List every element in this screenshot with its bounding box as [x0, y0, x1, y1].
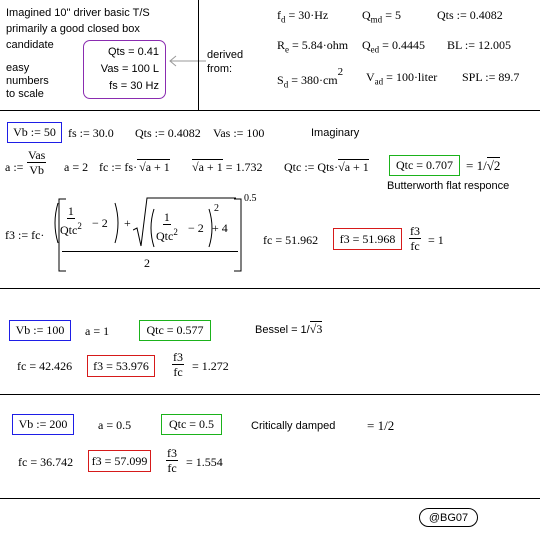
one-over-qtc2-inner: 1 Qtc$^2$: [156, 210, 178, 243]
param-re: $R_e = 5.84\cdot ohm$: [277, 38, 349, 55]
bessel-label: Bessel = 1/√3: [255, 322, 323, 336]
critically-damped-label: Critically damped: [251, 420, 336, 432]
qtc-0707-box: Qtc = 0.707: [389, 155, 460, 176]
param-fd: $f_d = 30\cdot Hz$: [277, 8, 329, 25]
a-definition: a :=: [5, 160, 24, 174]
denominator-two: 2: [144, 256, 150, 270]
left-paren: [52, 202, 60, 244]
a-value: a = 2: [64, 160, 89, 174]
easy-numbers-note: easy numbers to scale: [6, 62, 49, 100]
vas-value: Vas := 100: [213, 126, 265, 140]
ratio-value-1554: = 1.554: [186, 455, 223, 469]
divider: [0, 394, 540, 395]
param-spl: SPL := 89.7: [462, 70, 520, 84]
a-value: a = 1: [85, 324, 110, 338]
minus-two-inner: − 2: [188, 221, 204, 235]
one-over-qtc2: 1 Qtc$^2$: [60, 204, 82, 237]
qts-value: Qts := 0.4082: [135, 126, 201, 140]
fs-value: fs := 30.0: [68, 126, 114, 140]
qtc-equals-inverse-sqrt2: = 1/√2: [466, 158, 501, 173]
header-divider: [198, 0, 199, 110]
exponent: 0.5: [244, 193, 257, 204]
divider: [0, 288, 540, 289]
param-qts: Qts := 0.4082: [437, 8, 503, 22]
main-fraction-bar: [62, 251, 238, 252]
f3-over-fc: $\frac{f3}{fc}$: [410, 224, 420, 253]
right-paren: [113, 202, 121, 244]
qtc-0577-box: Qtc = 0.577: [139, 320, 211, 341]
author-badge: @BG07: [419, 508, 478, 527]
param-bl: BL := 12.005: [447, 38, 511, 52]
divider: [0, 498, 540, 499]
ratio-value-1272: = 1.272: [192, 359, 229, 373]
vas-over-vb: Vas Vb: [28, 148, 46, 177]
divider: [0, 110, 540, 111]
sqrt-a-plus-1: √a + 1 = 1.732: [192, 160, 263, 174]
critically-damped-value: = 1/2: [367, 418, 395, 433]
param-qed: $Q_{ed} = 0.4445$: [362, 38, 425, 55]
plus-sign: +: [124, 216, 131, 230]
param-vad: $V_{ad}$ = 100·liter: [366, 70, 438, 87]
butterworth-label: Butterworth flat responce: [387, 180, 510, 192]
f3-over-fc: $\frac{f3}{fc}$: [173, 350, 183, 379]
vb-100-box: Vb := 100: [9, 320, 71, 341]
left-paren-inner: [148, 208, 156, 248]
f3-57099-box: f3 = 57.099: [88, 450, 151, 472]
f3-over-fc: $\frac{f3}{fc}$: [167, 446, 177, 475]
f3-53976-box: f3 = 53.976: [87, 355, 155, 377]
square-exponent: 2: [214, 203, 219, 214]
fc-result-42426: fc = 42.426: [17, 359, 73, 373]
minus-two: − 2: [92, 216, 108, 230]
fc-definition: fc := fs· √a + 1: [99, 160, 170, 174]
easy-values-box: Qts = 0.41 Vas = 100 L fs = 30 Hz: [83, 40, 166, 99]
plus-four: + 4: [212, 221, 228, 235]
imaginary-label: Imaginary: [311, 127, 360, 139]
fc-result-51962: fc = 51.962: [263, 233, 319, 247]
fc-result-36742: fc = 36.742: [18, 455, 74, 469]
f3-51968-box: f3 = 51.968: [333, 228, 402, 250]
vb-200-box: Vb := 200: [12, 414, 74, 435]
qtc-05-box: Qtc = 0.5: [161, 414, 222, 435]
param-sd: $S_d = 380\cdot cm^2$: [277, 66, 344, 90]
f3-definition: f3 := fc·: [5, 228, 45, 242]
param-qmd: $Q_{md} = 5$: [362, 8, 401, 25]
qtc-definition: Qtc := Qts·√a + 1: [284, 160, 369, 174]
derived-from-label: derived from:: [207, 49, 244, 75]
vb-50-box: Vb := 50: [7, 122, 62, 143]
driver-description: Imagined 10" driver basic T/S primarily a good closed box candidate: [6, 7, 150, 51]
a-value: a = 0.5: [98, 418, 132, 432]
arrow-left-icon: [166, 54, 208, 68]
ratio-value-1: = 1: [428, 233, 444, 247]
